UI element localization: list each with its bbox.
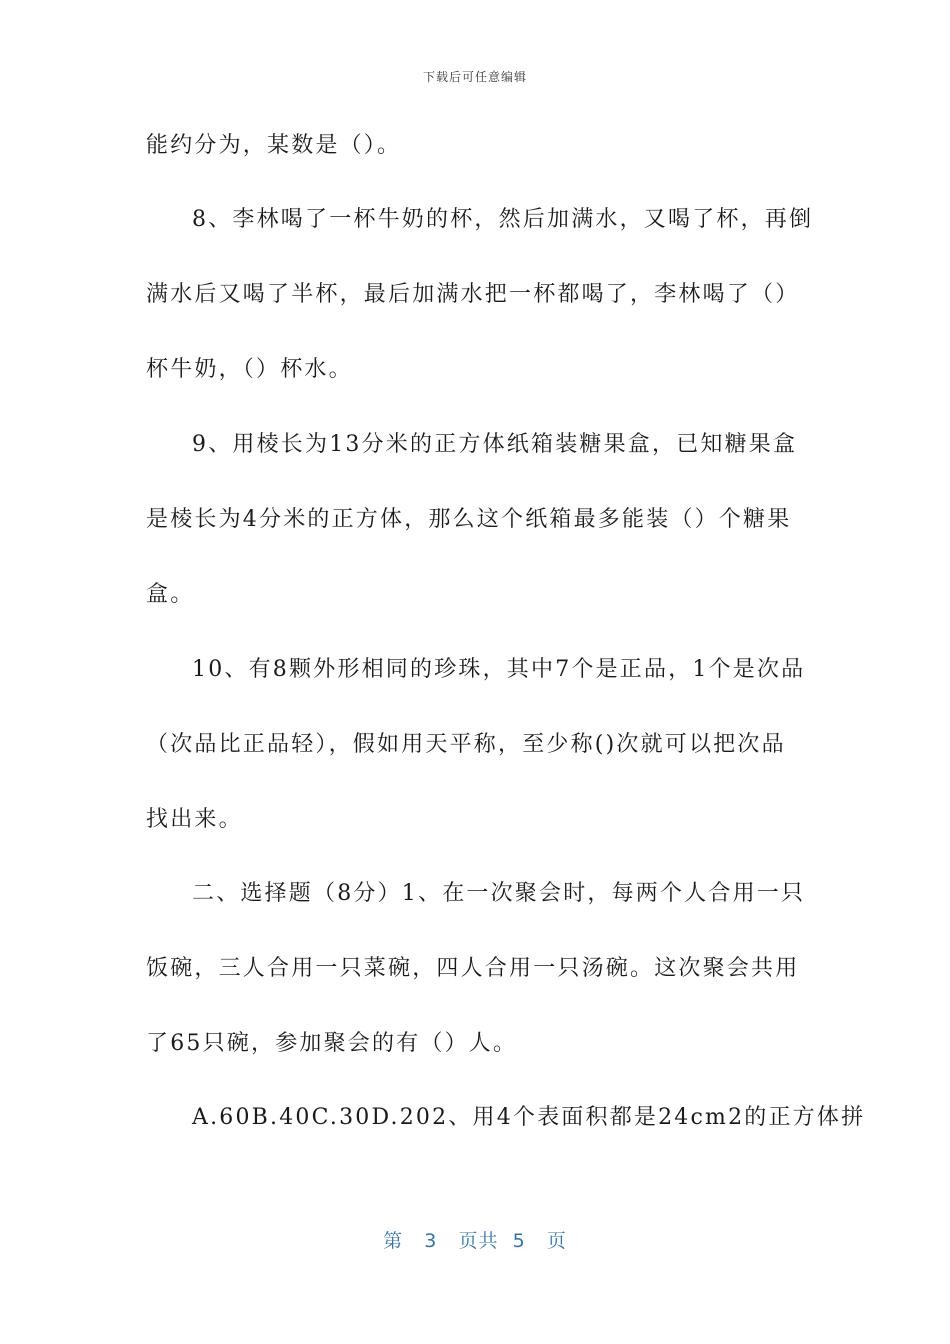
text-line-9: （次品比正品轻），假如用天平称，至少称()次就可以把次品	[146, 732, 786, 757]
text-line-8: 10、有8颗外形相同的珍珠，其中7个是正品，1个是次品	[192, 657, 806, 682]
footer-current-page: 3	[424, 1230, 438, 1252]
text-line-5: 9、用棱长为13分米的正方体纸箱装糖果盒，已知糖果盒	[192, 432, 798, 457]
text-line-13: 了65只碗，参加聚会的有（）人。	[146, 1031, 518, 1056]
text-line-14: A.60B.40C.30D.202、用4个表面积都是24cm2的正方体拼	[192, 1105, 866, 1130]
text-line-10: 找出来。	[146, 807, 243, 832]
footer-label-page: 第	[383, 1230, 404, 1252]
text-line-1: 能约分为，某数是（）。	[146, 133, 402, 158]
text-line-3: 满水后又喝了半杯，最后加满水把一杯都喝了，李林喝了（）	[146, 282, 800, 307]
text-line-6: 是棱长为4分米的正方体，那么这个纸箱最多能装（）个糖果	[146, 507, 792, 532]
page-footer	[0, 1226, 950, 1253]
text-line-12: 饭碗，三人合用一只菜碗，四人合用一只汤碗。这次聚会共用	[146, 956, 800, 981]
header-note: 下载后可任意编辑	[422, 70, 527, 84]
text-line-11: 二、选择题（8分）1、在一次聚会时，每两个人合用一只	[192, 881, 806, 906]
text-line-4: 杯牛奶，（）杯水。	[146, 357, 353, 382]
footer-label-page-end: 页	[546, 1230, 567, 1252]
footer-total-pages: 5	[512, 1230, 526, 1252]
footer-label-of-total: 页共	[458, 1230, 499, 1252]
text-line-2: 8、李林喝了一杯牛奶的杯，然后加满水，又喝了杯，再倒	[192, 207, 814, 232]
text-line-7: 盒。	[146, 582, 195, 607]
